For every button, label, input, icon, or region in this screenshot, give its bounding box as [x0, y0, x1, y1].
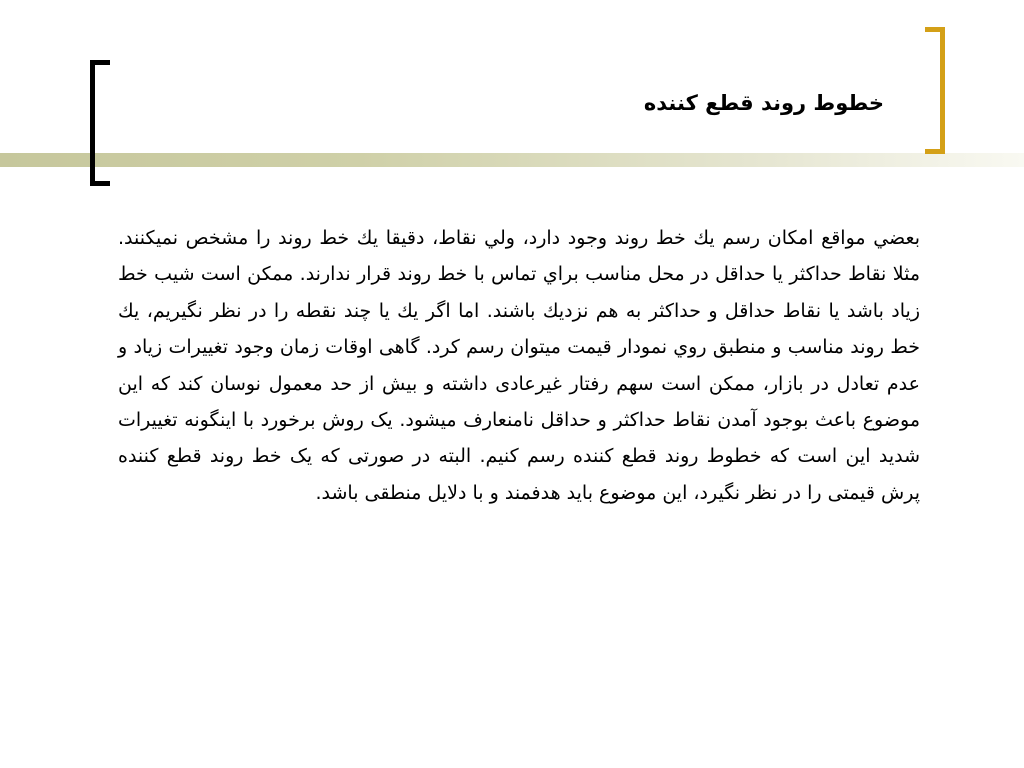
- right-bracket-decoration: [925, 27, 945, 154]
- slide-body-text: بعضي مواقع امكان رسم يك خط روند وجود دارد، ولي نقاط، دقيقا يك خط روند را مشخص نميكنند. مثلا نقاط حداكثر يا حداقل در محل مناسب براي تماس با خط روند قرار ندارند. ممكن است شيب خط زياد باشد يا نقاط حداقل و حداكثر به هم نزديك باشند. اما اگر يك يا چند نقطه را در نظر نگيريم، يك خط روند مناسب و منطبق روي نمودار قيمت ميتوان رسم كرد. گاهی اوقات زمان وجود تغييرات زياد و عدم تعادل در بازار، ممکن است سهم رفتار غيرعادی داشته و بيش از حد معمول نوسان کند که اين موضوع باعث بوجود آمدن نقاط حداکثر و حداقل نامنعارف ميشود. يک روش برخورد با اينگونه تغييرات شديد اين است که خطوط روند قطع کننده رسم کنيم. البته در صورتی که يک خط روند قطع کننده پرش قيمتی را در نظر نگيرد، اين موضوع بايد هدفمند و با دلايل منطقی باشد.: [118, 227, 920, 504]
- slide-title: خطوط روند قطع كننده: [643, 91, 884, 115]
- left-bracket-decoration: [90, 60, 110, 186]
- title-divider-bar: [0, 153, 1024, 167]
